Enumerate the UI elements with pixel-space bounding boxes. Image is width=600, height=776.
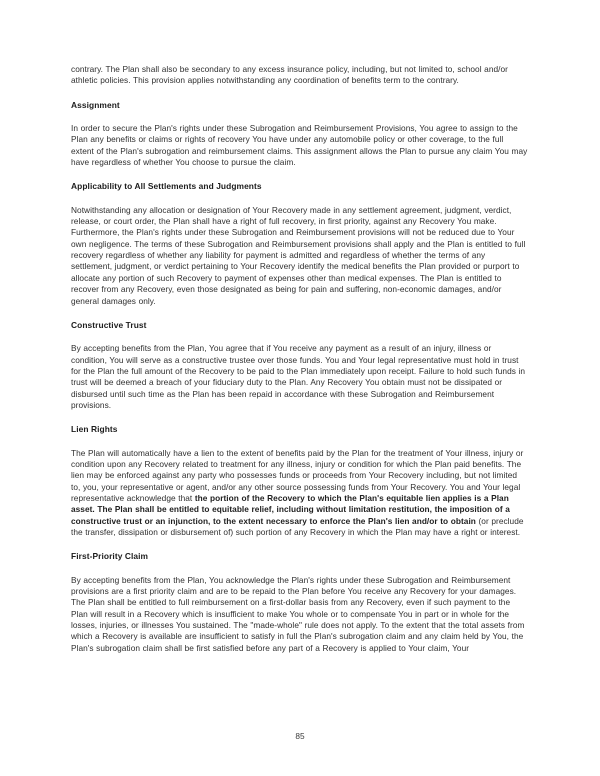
paragraph-first-priority-claim: By accepting benefits from the Plan, You acknowledge the Plan's rights under these Subrogation and Reimbursement provisions are a first priority claim and are to be repaid to the Plan before You receive any Recovery for your damages. The Plan shall be entitled to full reimbursement on a first-dollar basis from any Recovery, even if such payment to the Plan will result in a Recovery which is insufficient to make You whole or to compensate You in part or in whole for the losses, injuries, or illnesses You sustained. The "made-whole" rule does not apply. To the extent that the total assets from which a Recovery is available are insufficient to satisfy in full the Plan's subrogation claim and any claim held by You, the Plan's subrogation claim shall be first satisfied before any part of a Recovery is applied to Your claim, Your [71,574,525,653]
page-content-column [71,64,528,667]
paragraph-coordination-of-benefits: contrary. The Plan shall also be secondary to any excess insurance policy, including, but not limited to, school and/or athletic policies. This provision applies notwithstanding any coordination of benefits term to the contrary. [71,64,508,86]
paragraph-applicability: Notwithstanding any allocation or designation of Your Recovery made in any settlement agreement, judgment, verdict, release, or court order, the Plan shall have a right of full recovery, in first priority, against any Recovery You make. Furthermore, the Plan's rights under these Subrogation and Reimbursement provisions will not be reduced due to Your own negligence. The terms of these Subrogation and Reimbursement provisions shall apply and the Plan is entitled to full recovery regardless of whether any liability for payment is admitted and regardless of whether the terms of any settlement, judgment, or verdict pertaining to Your Recovery identify the medical benefits the Plan provided or purport to allocate any portion of such Recovery to payment of expenses other than medical expenses. The Plan is entitled to recover from any Recovery, even those designated as being for pain and suffering, non-economic damages, and/or general damages only. [71,204,526,306]
paragraph-lien-rights-run-2: (or preclude the transfer, dissipation or disbursement of) such portion of any Recovery in which the Plan may have a right or interest. [71,515,524,537]
paragraph-lien-rights-run-0: The Plan will automatically have a lien to the extent of benefits paid by the Plan for the treatment of Your illness, injury or condition upon any Recovery related to treatment for any illness, injury or condition for which the Plan paid benefits. The lien may be enforced against any party who possesses funds or proceeds from Your Recovery including, but not limited to, you, your representative or agent, and/or any other source possessing funds from Your Recovery. You and Your legal representative acknowledge that [71,447,524,503]
heading-constructive-trust: Constructive Trust [71,319,147,330]
paragraph-assignment: In order to secure the Plan's rights under these Subrogation and Reimbursement Provisions, You agree to assign to the Plan any benefits or claims or rights of recovery You have under any automobile policy or other coverage, to the full extent of the Plan's subrogation and reimbursement claims. This assignment allows the Plan to pursue any claim You may have regardless of whether You choose to pursue the claim. [71,123,528,168]
paragraph-constructive-trust: By accepting benefits from the Plan, You agree that if You receive any payment as a result of an injury, illness or condition, You will serve as a constructive trustee over those funds. You and Your legal representative must hold in trust for the Plan the full amount of the Recovery to be paid to the Plan immediately upon receipt. Failure to hold such funds in trust will be deemed a breach of your fiduciary duty to the Plan. Any Recovery You obtain must not be dissipated or disbursed until such time as the Plan has been repaid in accordance with these Subrogation and Reimbursement provisions. [71,343,526,410]
heading-first-priority-claim: First-Priority Claim [71,551,149,562]
heading-lien-rights: Lien Rights [71,424,118,435]
page-number: 85 [295,731,305,741]
heading-assignment: Assignment [71,99,120,110]
paragraph-lien-rights [71,448,528,539]
paragraph-lien-rights-run-1: the portion of the Recovery to which the Plan's equitable lien applies is a Plan asset. The Plan shall be entitled to equitable relief, including without limitation restitution, the imposition of a constructive trust or an injunction, to the extent necessary to enforce the Plan's lien and/or to obtain [71,492,510,526]
heading-applicability-to-all-settlements-and-judgments: Applicability to All Settlements and Judgments [71,181,262,192]
